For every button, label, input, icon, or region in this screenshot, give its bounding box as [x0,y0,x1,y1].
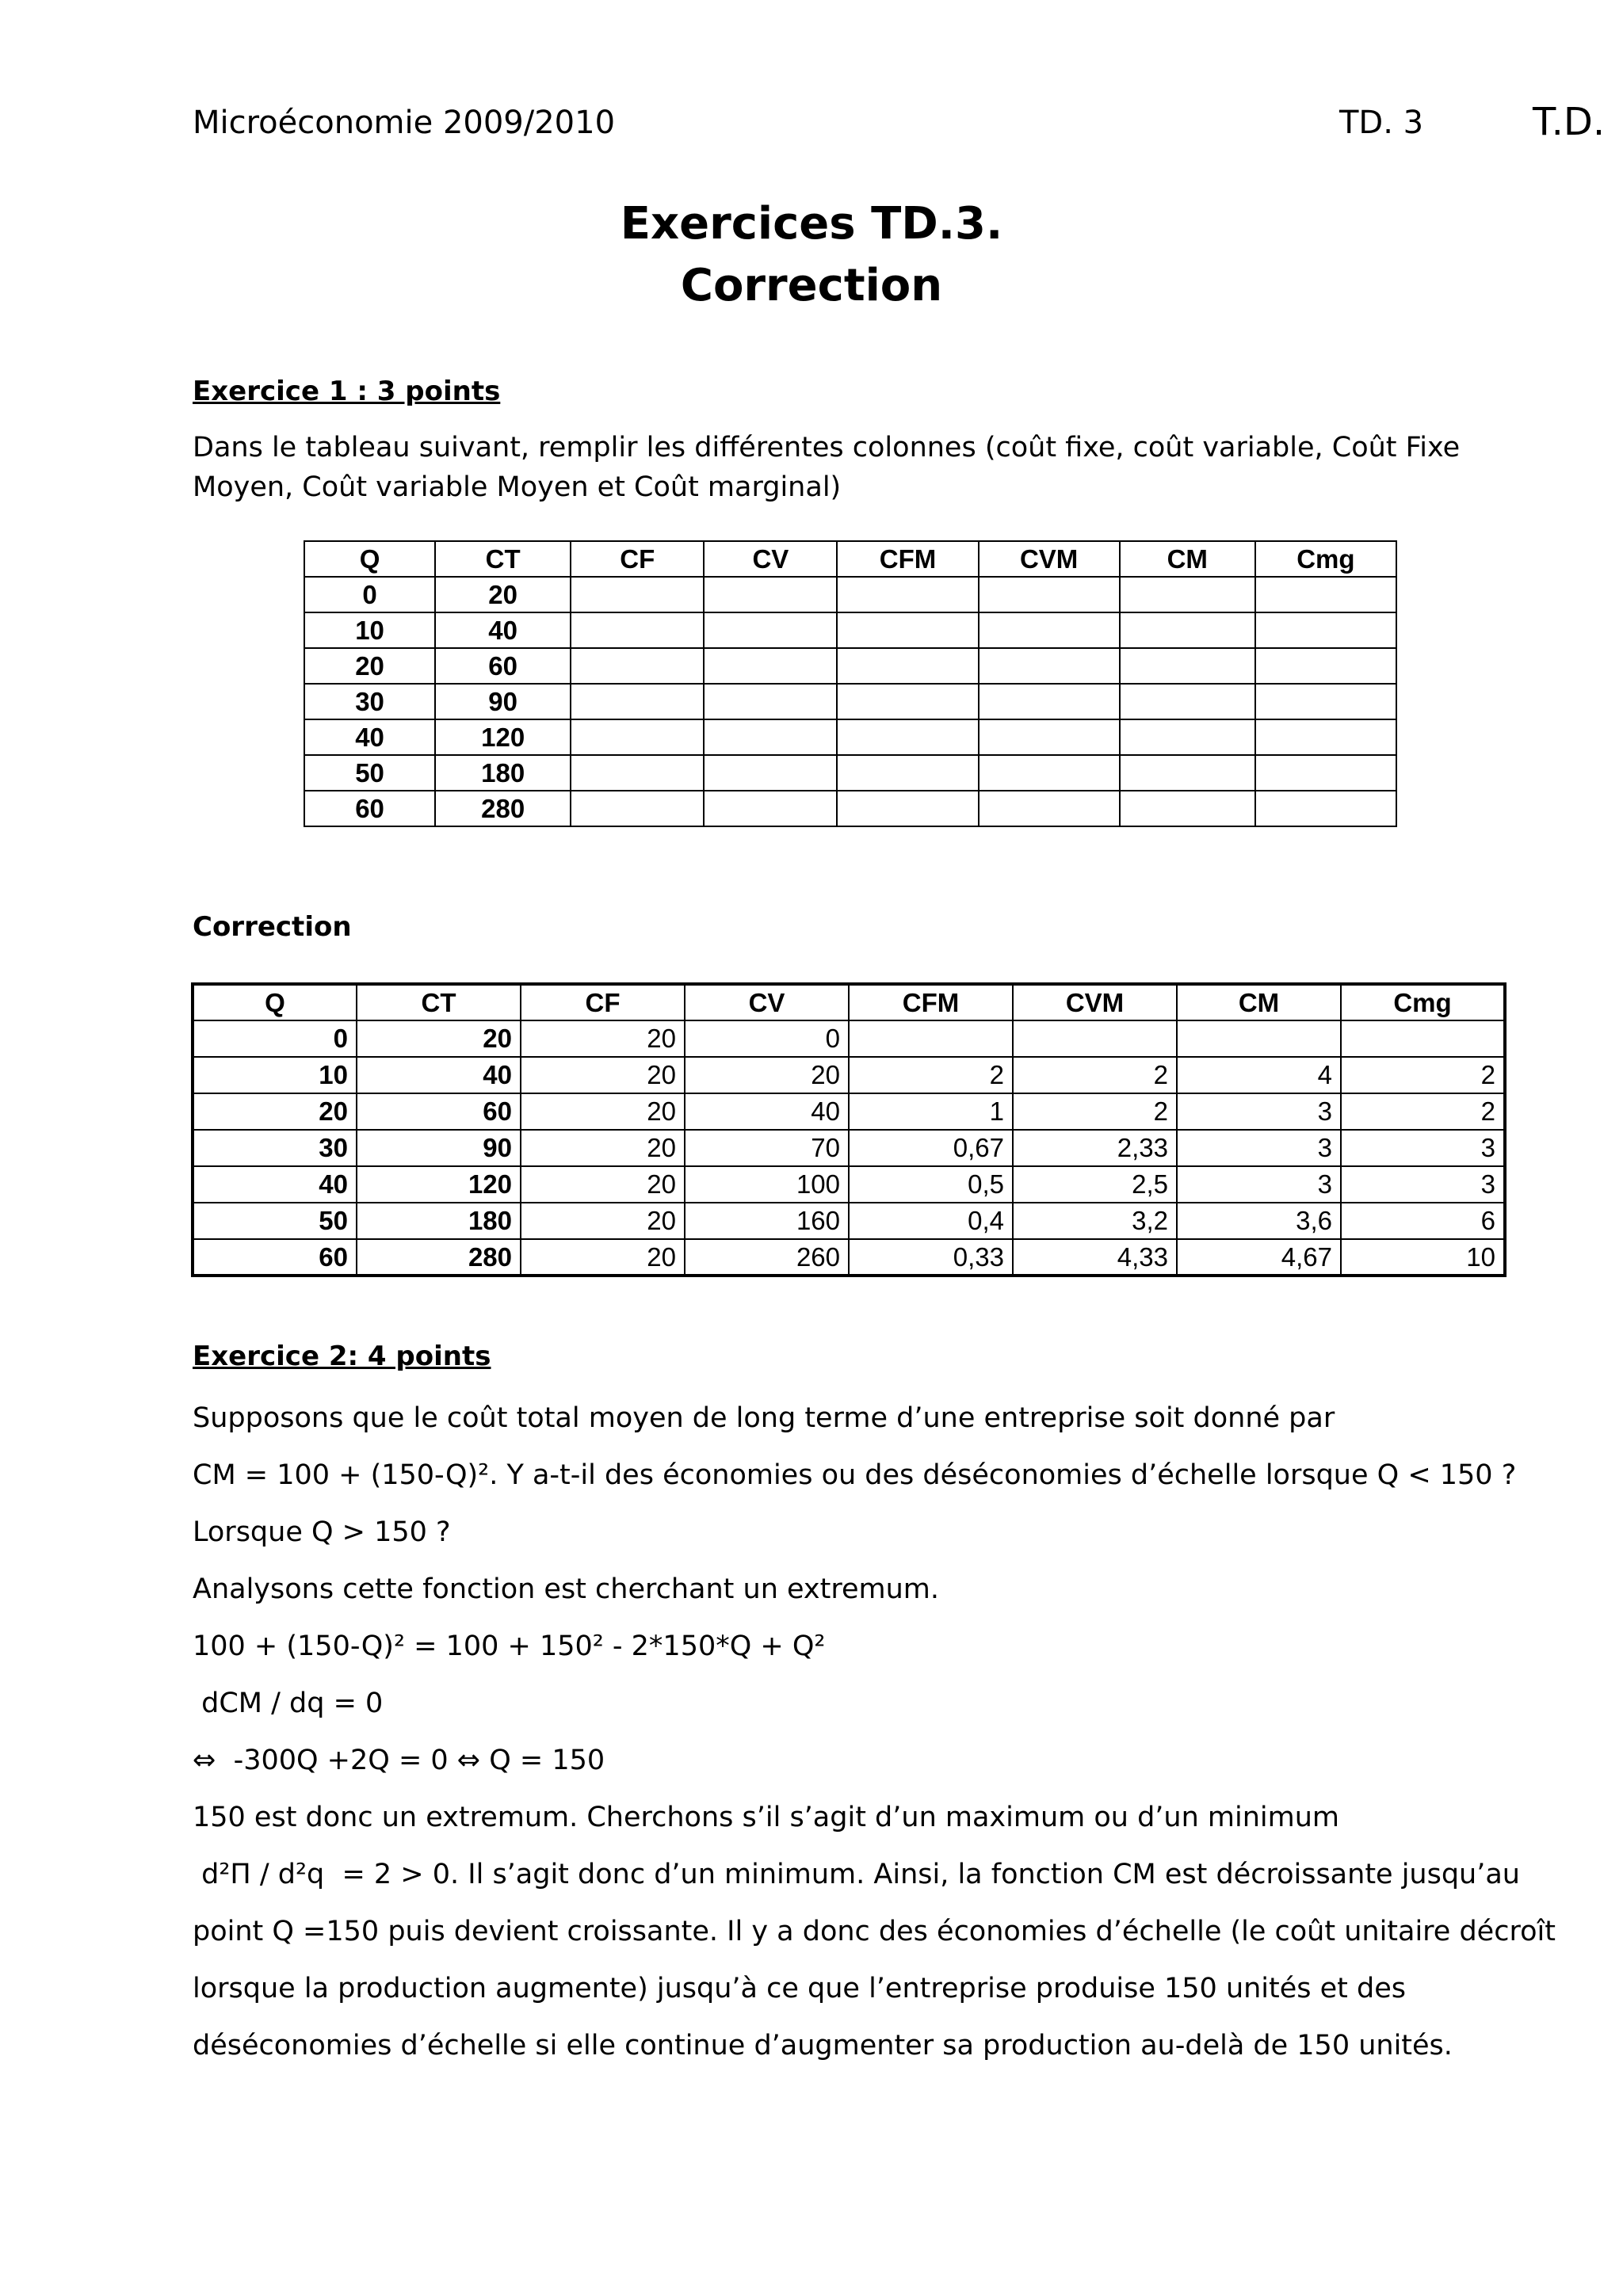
exercise1-table [304,540,1397,827]
table-cell [571,684,704,719]
table-cell: 260 [685,1239,849,1276]
table-header-cell: CF [571,541,704,577]
table-cell: 180 [435,755,571,791]
table-cell: 20 [521,1130,685,1166]
table-cell [1177,1020,1341,1057]
table-cell: 20 [193,1093,357,1130]
page-subtitle: Correction [680,260,943,311]
table-cell: 60 [193,1239,357,1276]
table-cell: 0 [193,1020,357,1057]
table-header-cell: CVM [979,541,1120,577]
table-cell: 10 [193,1057,357,1093]
table-header-row [193,984,1505,1020]
table-cell: 50 [304,755,435,791]
table-row [193,1057,1505,1093]
table-header-cell: CT [357,984,521,1020]
header-course: Microéconomie 2009/2010 [193,105,616,141]
table-cell [571,648,704,684]
table-cell: 3 [1177,1166,1341,1203]
table-cell: 2 [1341,1093,1505,1130]
table-cell: 20 [304,648,435,684]
table-header-cell: Cmg [1341,984,1505,1020]
table-cell: 1 [849,1093,1013,1130]
table-cell: 3 [1177,1130,1341,1166]
table-cell [704,648,837,684]
table-row [304,755,1396,791]
table-cell [1120,612,1255,648]
table-header-row [304,541,1396,577]
table-cell: 40 [304,719,435,755]
table-cell [979,755,1120,791]
table-cell: 20 [357,1020,521,1057]
table-cell: 3,2 [1013,1203,1177,1239]
table-row [193,1093,1505,1130]
exercise2-line: déséconomies d’échelle si elle continue d’augmenter sa production au-delà de 150 unités. [193,2030,1453,2061]
table-cell: 0,4 [849,1203,1013,1239]
table-header-cell: Q [304,541,435,577]
table-cell: 20 [521,1020,685,1057]
table-header-cell: Cmg [1255,541,1396,577]
table-cell [1120,684,1255,719]
table-row [304,791,1396,826]
table-cell: 40 [685,1093,849,1130]
table-cell: 160 [685,1203,849,1239]
table-cell: 120 [435,719,571,755]
table-cell [571,612,704,648]
table-cell: 90 [435,684,571,719]
table-cell: 20 [521,1166,685,1203]
table-cell: 40 [193,1166,357,1203]
exercise2-line: 150 est donc un extremum. Cherchons s’il s’agit d’un maximum ou d’un minimum [193,1802,1339,1833]
table-row [193,1239,1505,1276]
table-cell: 6 [1341,1203,1505,1239]
table-cell [1255,648,1396,684]
table-cell: 3 [1341,1166,1505,1203]
exercise2-line: Analysons cette fonction est cherchant un extremum. [193,1573,940,1605]
table-cell: 3 [1341,1130,1505,1166]
table-cell: 20 [435,577,571,612]
table-cell [979,648,1120,684]
table-cell: 4,67 [1177,1239,1341,1276]
exercise1-heading: Exercice 1 : 3 points [193,376,501,407]
header-td-number: TD. 3 [1339,105,1424,141]
table-cell: 280 [435,791,571,826]
table-cell: 60 [435,648,571,684]
table-cell: 70 [685,1130,849,1166]
table-cell [1255,719,1396,755]
table-cell [979,612,1120,648]
table-cell: 100 [685,1166,849,1203]
table-cell [1341,1020,1505,1057]
table-cell [704,755,837,791]
table-cell: 30 [304,684,435,719]
exercise1-text: Dans le tableau suivant, remplir les différentes colonnes (coût fixe, coût variable, Coût Fixe Moyen, Coût variable Moyen et Coût marginal) [193,432,1461,503]
exercise2-line: Lorsque Q > 150 ? [193,1516,451,1548]
table-row [193,1130,1505,1166]
table-cell: 2 [1341,1057,1505,1093]
table-cell [704,719,837,755]
table-cell: 50 [193,1203,357,1239]
table-row [304,684,1396,719]
table-cell: 60 [357,1093,521,1130]
table-header-cell: Q [193,984,357,1020]
table-cell: 30 [193,1130,357,1166]
table-cell: 60 [304,791,435,826]
table-cell [1120,755,1255,791]
table-cell [849,1020,1013,1057]
table-cell [979,684,1120,719]
table-row [193,1203,1505,1239]
table-row [193,1166,1505,1203]
table-cell [1120,719,1255,755]
table-cell: 4 [1177,1057,1341,1093]
table-cell [837,648,978,684]
table-cell: 20 [685,1057,849,1093]
table-cell [1013,1020,1177,1057]
exercise2-line: lorsque la production augmente) jusqu’à ce que l’entreprise produise 150 unités et des [193,1973,1407,2004]
table-row [193,1020,1505,1057]
header-td-label: T.D. [1533,100,1606,144]
table-cell [837,791,978,826]
table-header-cell: CV [685,984,849,1020]
exercise2-heading: Exercice 2: 4 points [193,1341,491,1372]
exercise2-line: Supposons que le coût total moyen de long terme d’une entreprise soit donné par [193,1402,1335,1434]
table-cell: 2,5 [1013,1166,1177,1203]
table-cell: 2 [1013,1093,1177,1130]
correction-label: Correction [193,911,352,943]
table-header-cell: CM [1120,541,1255,577]
table-cell [571,577,704,612]
table-cell: 2 [849,1057,1013,1093]
table-cell [837,612,978,648]
correction-table [191,982,1507,1277]
table-cell [704,791,837,826]
table-cell [1255,577,1396,612]
table-header-cell: CF [521,984,685,1020]
table-cell: 10 [304,612,435,648]
table-cell [704,684,837,719]
table-row [304,577,1396,612]
table-cell [1120,577,1255,612]
table-cell: 0,5 [849,1166,1013,1203]
table-cell: 4,33 [1013,1239,1177,1276]
table-cell: 0,67 [849,1130,1013,1166]
exercise2-line: ⇔ -300Q +2Q = 0 ⇔ Q = 150 [193,1745,605,1776]
table-cell [704,577,837,612]
table-cell [571,791,704,826]
table-cell [979,791,1120,826]
table-cell [837,755,978,791]
table-header-cell: CVM [1013,984,1177,1020]
exercise2-line: 100 + (150-Q)² = 100 + 150² - 2*150*Q + Q² [193,1630,826,1662]
table-cell [837,684,978,719]
exercise2-line: dCM / dq = 0 [193,1688,384,1719]
table-cell: 2,33 [1013,1130,1177,1166]
exercise2-line: CM = 100 + (150-Q)². Y a-t-il des économies ou des déséconomies d’échelle lorsque Q < 150 ? [193,1459,1517,1491]
table-cell [1120,791,1255,826]
table-cell: 40 [357,1057,521,1093]
table-cell: 20 [521,1203,685,1239]
page-title: Exercices TD.3. [620,198,1003,250]
table-header-cell: CM [1177,984,1341,1020]
table-cell [837,719,978,755]
table-cell [1255,755,1396,791]
table-cell: 3 [1177,1093,1341,1130]
table-header-cell: CFM [837,541,978,577]
table-header-cell: CFM [849,984,1013,1020]
table-cell [1255,612,1396,648]
table-cell [1255,684,1396,719]
table-cell [571,755,704,791]
table-cell [571,719,704,755]
table-cell: 0,33 [849,1239,1013,1276]
table-cell: 3,6 [1177,1203,1341,1239]
table-cell [704,612,837,648]
exercise2-line: point Q =150 puis devient croissante. Il y a donc des économies d’échelle (le coût unitaire décroît [193,1916,1556,1947]
table-row [304,719,1396,755]
table-cell: 280 [357,1239,521,1276]
table-cell [837,577,978,612]
table-header-cell: CV [704,541,837,577]
table-row [304,612,1396,648]
table-header-cell: CT [435,541,571,577]
table-cell: 0 [685,1020,849,1057]
table-cell [979,577,1120,612]
table-cell: 120 [357,1166,521,1203]
table-cell: 20 [521,1239,685,1276]
table-cell [979,719,1120,755]
table-row [304,648,1396,684]
table-cell: 0 [304,577,435,612]
table-cell [1255,791,1396,826]
table-cell: 40 [435,612,571,648]
table-cell: 20 [521,1093,685,1130]
table-cell: 90 [357,1130,521,1166]
table-cell: 10 [1341,1239,1505,1276]
table-cell: 180 [357,1203,521,1239]
table-cell [1120,648,1255,684]
table-cell: 20 [521,1057,685,1093]
exercise2-line: d²Π / d²q = 2 > 0. Il s’agit donc d’un minimum. Ainsi, la fonction CM est décroissante jusqu’au [193,1859,1520,1890]
table-cell: 2 [1013,1057,1177,1093]
